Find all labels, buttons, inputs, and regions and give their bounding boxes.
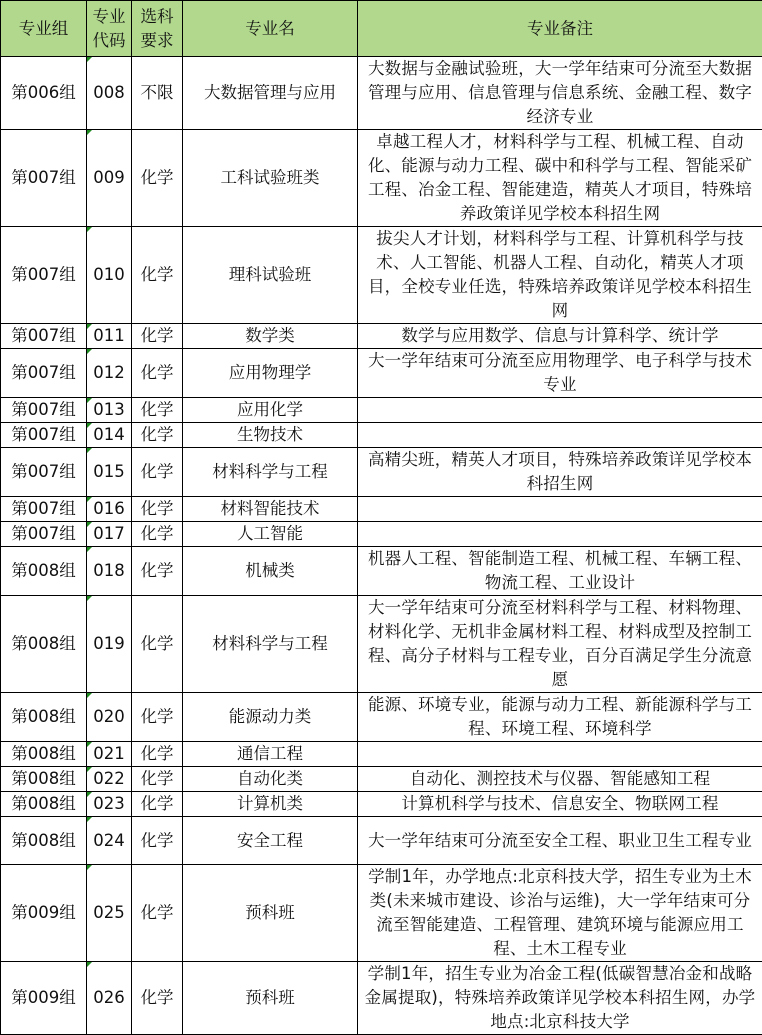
header-major[interactable]: 专业名 [183,1,358,57]
table-row [1,693,762,742]
major-cell[interactable]: 预科班 [183,962,358,1035]
major-cell[interactable]: 数学类 [183,324,358,349]
group-cell[interactable]: 第008组 [1,596,87,693]
header-note[interactable]: 专业备注 [358,1,762,57]
code-cell[interactable]: 023 [87,792,132,817]
subject-cell[interactable]: 化学 [132,742,183,767]
note-cell[interactable]: 数学与应用数学、信息与计算科学、统计学 [358,324,762,349]
note-cell[interactable]: 学制1年，办学地点:北京科技大学，招生专业为土木类(未来城市建设、诊治与运维)，大一学年结束可分流至智能建造、工程管理、建筑环境与能源应用工程、土木工程专业 [358,865,762,962]
major-cell[interactable]: 计算机类 [183,792,358,817]
major-cell[interactable]: 安全工程 [183,817,358,865]
table-row [1,448,762,497]
group-cell[interactable]: 第007组 [1,522,87,547]
header-subject[interactable]: 选科 要求 [132,1,183,57]
table-row [1,817,762,865]
subject-cell[interactable]: 化学 [132,423,183,448]
major-cell[interactable]: 理科试验班 [183,227,358,324]
note-cell[interactable]: 能源、环境专业，能源与动力工程、新能源科学与工程、环境工程、环境科学 [358,693,762,742]
group-cell[interactable]: 第008组 [1,547,87,596]
code-cell[interactable]: 012 [87,349,132,398]
table-row [1,497,762,522]
note-cell[interactable]: 学制1年，招生专业为冶金工程(低碳智慧冶金和战略金属提取)，特殊培养政策详见学校本科招生网，办学地点:北京科技大学 [358,962,762,1035]
note-cell[interactable]: 大数据与金融试验班，大一学年结束可分流至大数据管理与应用、信息管理与信息系统、金融工程、数字经济专业 [358,57,762,130]
code-cell[interactable]: 021 [87,742,132,767]
code-cell[interactable]: 022 [87,767,132,792]
major-cell[interactable]: 大数据管理与应用 [183,57,358,130]
major-cell[interactable]: 材料科学与工程 [183,448,358,497]
major-cell[interactable]: 人工智能 [183,522,358,547]
code-cell[interactable]: 017 [87,522,132,547]
group-cell[interactable]: 第007组 [1,227,87,324]
note-cell[interactable]: 计算机科学与技术、信息安全、物联网工程 [358,792,762,817]
subject-cell[interactable]: 化学 [132,349,183,398]
table-row [1,792,762,817]
code-cell[interactable]: 016 [87,497,132,522]
code-cell[interactable]: 008 [87,57,132,130]
note-cell[interactable]: 拔尖人才计划，材料科学与工程、计算机科学与技术、人工智能、机器人工程、自动化，精英人才项目，全校专业任选，特殊培养政策详见学校本科招生网 [358,227,762,324]
code-cell[interactable]: 014 [87,423,132,448]
code-cell[interactable]: 013 [87,398,132,423]
table-row [1,547,762,596]
table-row [1,742,762,767]
code-cell[interactable]: 026 [87,962,132,1035]
major-cell[interactable]: 通信工程 [183,742,358,767]
major-cell[interactable]: 材料智能技术 [183,497,358,522]
note-cell[interactable] [358,423,762,448]
note-cell[interactable]: 自动化、测控技术与仪器、智能感知工程 [358,767,762,792]
group-cell[interactable]: 第009组 [1,865,87,962]
note-cell[interactable] [358,522,762,547]
table-row [1,398,762,423]
subject-cell[interactable]: 化学 [132,767,183,792]
group-cell[interactable]: 第007组 [1,324,87,349]
group-cell[interactable]: 第009组 [1,962,87,1035]
group-cell[interactable]: 第008组 [1,792,87,817]
major-cell[interactable]: 应用化学 [183,398,358,423]
code-cell[interactable]: 024 [87,817,132,865]
table-row [1,324,762,349]
table-row [1,522,762,547]
major-cell[interactable]: 能源动力类 [183,693,358,742]
group-cell[interactable]: 第007组 [1,423,87,448]
header-group[interactable]: 专业组 [1,1,87,57]
note-cell[interactable] [358,742,762,767]
major-cell[interactable]: 生物技术 [183,423,358,448]
major-cell[interactable]: 材料科学与工程 [183,596,358,693]
code-cell[interactable]: 020 [87,693,132,742]
table-row [1,865,762,962]
code-cell[interactable]: 009 [87,130,132,227]
note-cell[interactable] [358,497,762,522]
note-cell[interactable]: 卓越工程人才，材料科学与工程、机械工程、自动化、能源与动力工程、碳中和科学与工程、智能采矿工程、冶金工程、智能建造，精英人才项目，特殊培养政策详见学校本科招生网 [358,130,762,227]
group-cell[interactable]: 第007组 [1,130,87,227]
subject-cell[interactable]: 化学 [132,522,183,547]
code-cell[interactable]: 019 [87,596,132,693]
group-cell[interactable]: 第007组 [1,448,87,497]
subject-cell[interactable]: 化学 [132,865,183,962]
table-row [1,130,762,227]
group-cell[interactable]: 第007组 [1,349,87,398]
group-cell[interactable]: 第007组 [1,497,87,522]
subject-cell[interactable]: 化学 [132,497,183,522]
major-cell[interactable]: 机械类 [183,547,358,596]
group-cell[interactable]: 第008组 [1,693,87,742]
code-cell[interactable]: 025 [87,865,132,962]
note-cell[interactable]: 大一学年结束可分流至材料科学与工程、材料物理、材料化学、无机非金属材料工程、材料成型及控制工程、高分子材料与工程专业，百分百满足学生分流意愿 [358,596,762,693]
note-cell[interactable]: 高精尖班，精英人才项目，特殊培养政策详见学校本科招生网 [358,448,762,497]
note-cell[interactable] [358,398,762,423]
group-cell[interactable]: 第008组 [1,742,87,767]
subject-cell[interactable]: 化学 [132,324,183,349]
group-cell[interactable]: 第007组 [1,398,87,423]
group-cell[interactable]: 第006组 [1,57,87,130]
major-cell[interactable]: 应用物理学 [183,349,358,398]
note-cell[interactable]: 大一学年结束可分流至应用物理学、电子科学与技术专业 [358,349,762,398]
code-cell[interactable]: 018 [87,547,132,596]
note-cell[interactable]: 机器人工程、智能制造工程、机械工程、车辆工程、物流工程、工业设计 [358,547,762,596]
group-cell[interactable]: 第008组 [1,817,87,865]
subject-cell[interactable]: 化学 [132,596,183,693]
table-row [1,596,762,693]
table-row [1,767,762,792]
header-code[interactable]: 专业 代码 [87,1,132,57]
subject-cell[interactable]: 化学 [132,547,183,596]
major-cell[interactable]: 预科班 [183,865,358,962]
subject-cell[interactable]: 化学 [132,962,183,1035]
note-cell[interactable]: 大一学年结束可分流至安全工程、职业卫生工程专业 [358,817,762,865]
subject-cell[interactable]: 化学 [132,792,183,817]
subject-cell[interactable]: 化学 [132,448,183,497]
subject-cell[interactable]: 化学 [132,817,183,865]
subject-cell[interactable]: 化学 [132,130,183,227]
table-row [1,227,762,324]
table-row [1,423,762,448]
subject-cell[interactable]: 化学 [132,227,183,324]
major-cell[interactable]: 工科试验班类 [183,130,358,227]
table-row [1,349,762,398]
header-row [1,1,762,57]
subject-cell[interactable]: 不限 [132,57,183,130]
subject-cell[interactable]: 化学 [132,398,183,423]
table-row [1,57,762,130]
code-cell[interactable]: 010 [87,227,132,324]
table-row [1,962,762,1035]
code-cell[interactable]: 015 [87,448,132,497]
major-cell[interactable]: 自动化类 [183,767,358,792]
subject-cell[interactable]: 化学 [132,693,183,742]
group-cell[interactable]: 第008组 [1,767,87,792]
code-cell[interactable]: 011 [87,324,132,349]
